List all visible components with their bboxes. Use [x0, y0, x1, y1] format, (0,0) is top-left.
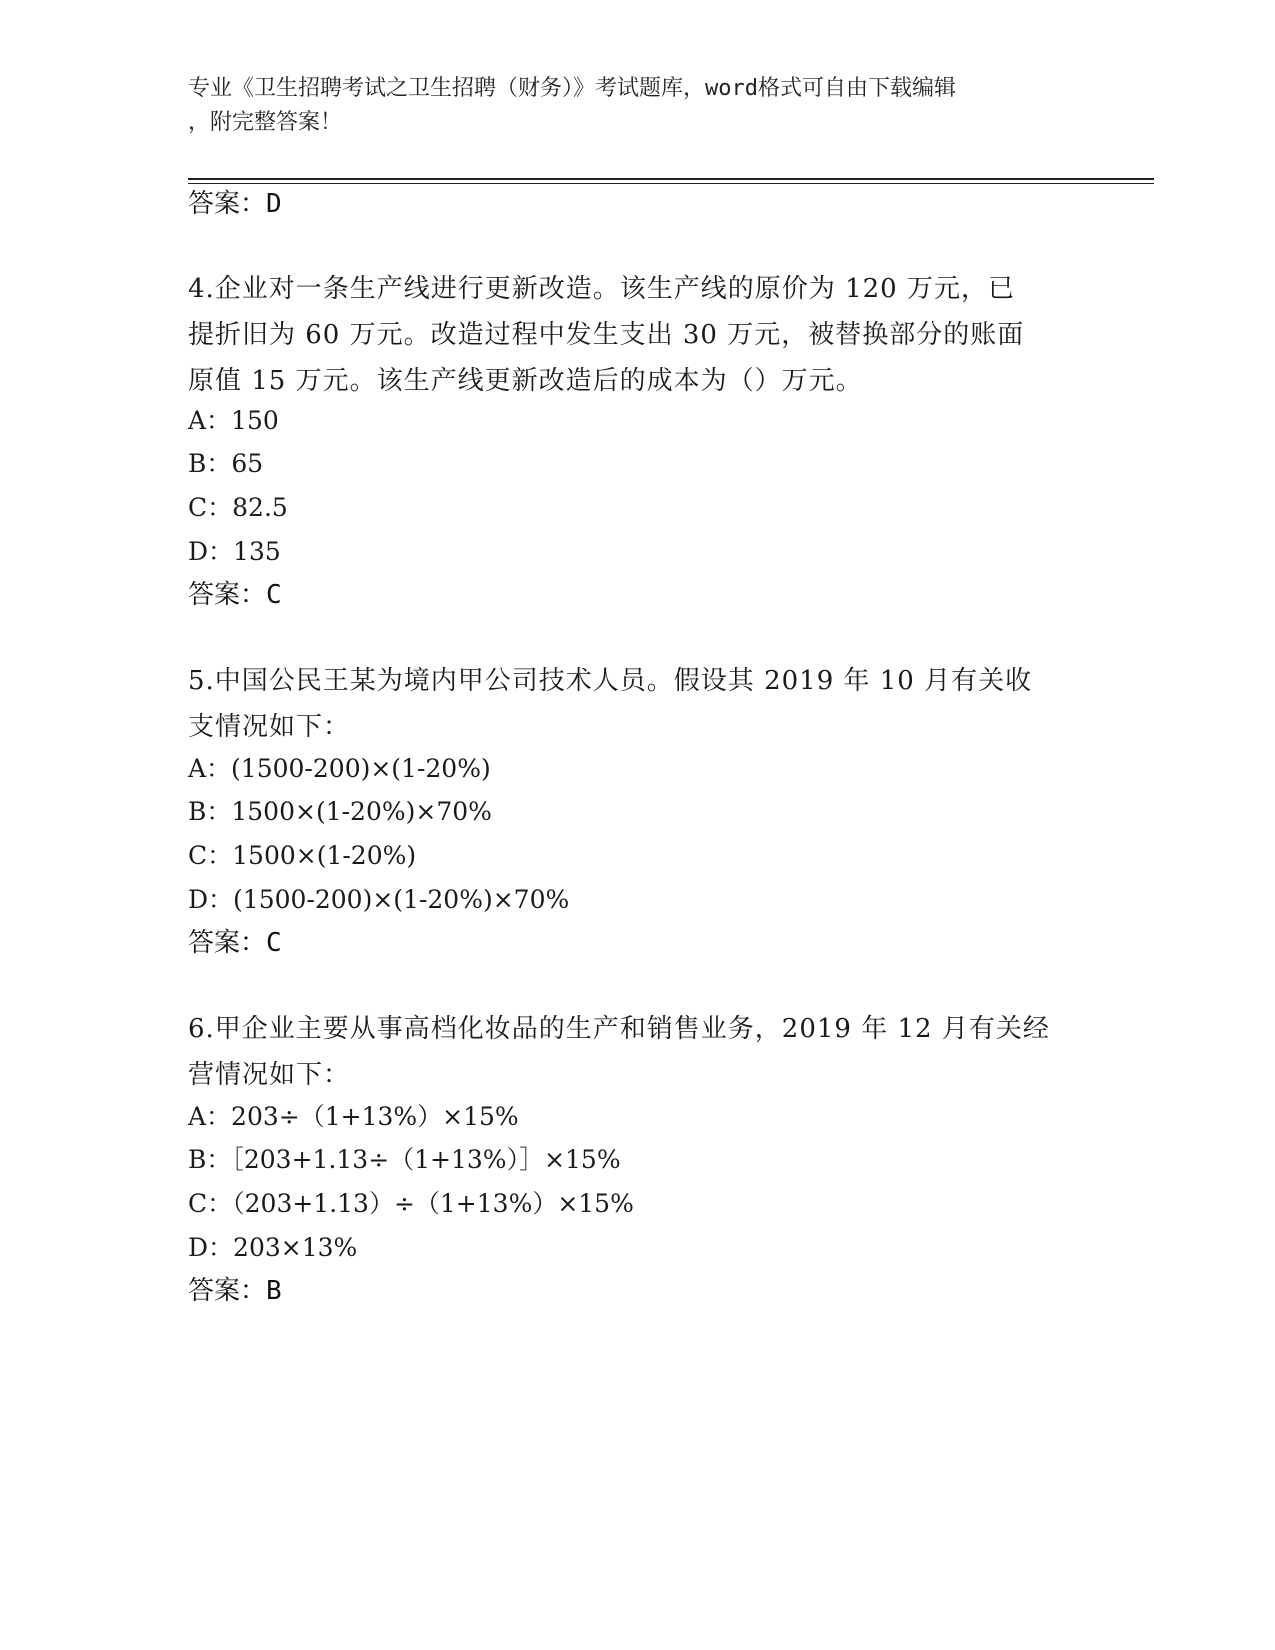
question-5-option-b: B：1500×(1-20%)×70%: [188, 797, 492, 826]
question-5-option-a: A：(1500-200)×(1-20%): [188, 754, 491, 783]
answer-value: C: [266, 928, 282, 958]
answer-label: 答案：: [188, 580, 267, 610]
question-4-option-b: B：65: [188, 449, 264, 478]
question-5-option-d: D：(1500-200)×(1-20%)×70%: [188, 885, 570, 914]
header-divider-thin: [188, 183, 1154, 184]
question-line: 4.企业对一条生产线进行更新改造。该生产线的原价为 120 万元，已: [188, 274, 1015, 304]
question-line: 营情况如下：: [188, 1060, 351, 1090]
question-line: 提折旧为 60 万元。改造过程中发生支出 30 万元，被替换部分的账面: [188, 320, 1025, 350]
header-divider-thick: [188, 178, 1154, 180]
question-line: 5.中国公民王某为境内甲公司技术人员。假设其 2019 年 10 月有关收: [188, 666, 1033, 696]
question-6-option-c: C：（203+1.13）÷（1+13%）×15%: [188, 1189, 634, 1218]
question-5-answer: [188, 926, 282, 960]
question-4-answer: [188, 578, 282, 612]
question-6-text: [188, 1006, 1088, 1098]
header-line-2: ，附完整答案！: [188, 110, 343, 135]
question-4-option-a: A：150: [188, 406, 279, 435]
prev-answer: [188, 187, 282, 221]
answer-value: C: [266, 580, 282, 610]
question-4-option-d: D：135: [188, 537, 281, 566]
question-line: 支情况如下：: [188, 712, 351, 742]
answer-label: 答案：: [188, 928, 267, 958]
question-4-text: [188, 266, 1088, 404]
answer-value: B: [266, 1276, 282, 1306]
question-6-answer: [188, 1274, 282, 1308]
answer-label: 答案：: [188, 189, 267, 219]
question-4-option-c: C：82.5: [188, 493, 288, 522]
question-line: 原值 15 万元。该生产线更新改造后的成本为（）万元。: [188, 366, 863, 396]
document-header: [188, 72, 1088, 140]
answer-value: D: [266, 189, 282, 219]
question-5-option-c: C：1500×(1-20%): [188, 841, 417, 870]
header-line-1: 专业《卫生招聘考试之卫生招聘（财务）》考试题库，word格式可自由下载编辑: [188, 76, 956, 101]
question-6-option-d: D：203×13%: [188, 1233, 358, 1262]
question-6-option-b: B：［203+1.13÷（1+13%）］×15%: [188, 1145, 621, 1174]
question-6-option-a: A：203÷（1+13%）×15%: [188, 1102, 519, 1131]
answer-label: 答案：: [188, 1276, 267, 1306]
question-5-text: [188, 658, 1088, 750]
question-line: 6.甲企业主要从事高档化妆品的生产和销售业务，2019 年 12 月有关经: [188, 1014, 1050, 1044]
